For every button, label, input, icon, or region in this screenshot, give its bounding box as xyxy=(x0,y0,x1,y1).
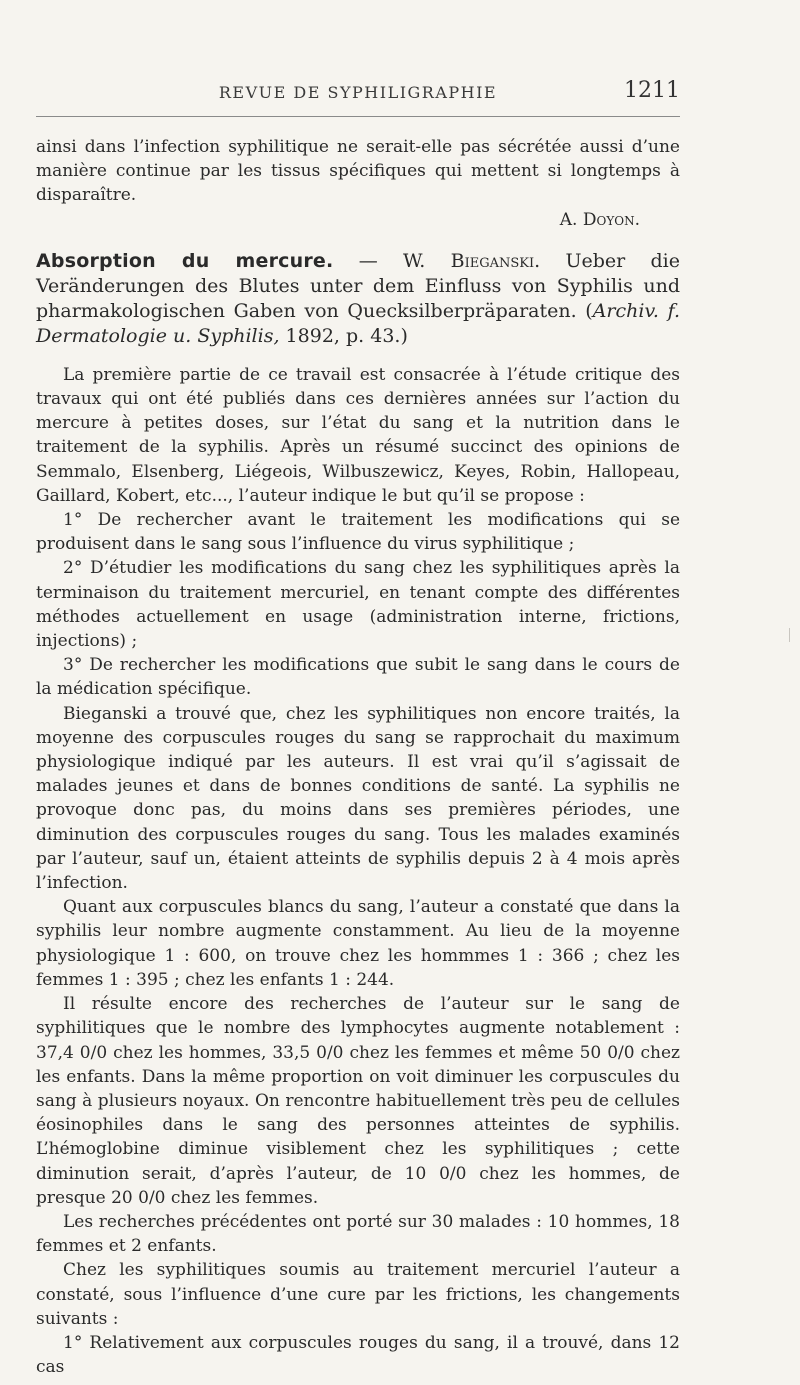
paragraph: 1° De rechercher avant le traitement les modifications qui se produisent dans le sang sous l’influence du virus syphilitique ; xyxy=(36,510,680,555)
paragraph: 1° Relativement aux corpuscules rouges du sang, il a trouvé, dans 12 cas xyxy=(36,1332,680,1378)
article-journal: Archiv. f. Dermatologie u. Syphilis, xyxy=(36,299,680,347)
intro-paragraph: ainsi dans l’infection syphilitique ne serait-elle pas sécrétée aussi d’une manière continue par les tissus spécifiques qui mettent si longtemps à disparaître. xyxy=(36,137,680,206)
paragraph: Quant aux corpuscules blancs du sang, l’auteur a constaté que dans la syphilis leur nombre augmente constamment. Au lieu de la moyenne physiologique 1 : 600, on trouve chez les hommmes 1 : 366 ; chez les femmes 1 : 395 ; chez les enfants 1 : 244. xyxy=(36,897,680,990)
paragraph: 2° D’étudier les modifications du sang chez les syphilitiques après la terminaison du traitement mercuriel, en tenant compte des différentes méthodes actuellement en usage (administration interne, frictions, injections) ; xyxy=(36,558,680,652)
article-title: Absorption du mercure. xyxy=(36,249,334,272)
page-header xyxy=(36,78,680,117)
paragraph: Bieganski a trouvé que, chez les syphilitiques non encore traités, la moyenne des corpuscules rouges du sang se rapprochait du maximum physiologique indiqué par les auteurs. Il est vrai qu’il s’agissait de malades jeunes et dans de bonnes conditions de santé. La syphilis ne provoque donc pas, du moins dans ses premières périodes, une diminution des corpuscules rouges du sang. Tous les malades examinés par l’auteur, sauf un, étaient atteints de syphilis depuis 2 à 4 mois après l’infection. xyxy=(36,703,680,894)
paragraph: La première partie de ce travail est consacrée à l’étude critique des travaux qui ont été publiés dans ces dernières années sur l’action du mercure à petites doses, sur l’état du sang et la nutrition dans le traitement de la syphilis. Après un résumé succinct des opinions de Semmalo, Elsenberg, Liégeois, Wilbuszewicz, Keyes, Robin, Hallopeau, Gaillard, Kobert, etc..., l’auteur indique le but qu’il se propose : xyxy=(36,364,680,506)
article-dash: — W. xyxy=(333,249,451,272)
margin-mark xyxy=(789,628,792,642)
paragraph: Il résulte encore des recherches de l’auteur sur le sang de syphilitiques que le nombre des lymphocytes augmente notablement : 37,4 0/0 chez les hommes, 33,5 0/0 chez les femmes et même 50 0/0 chez les enfants. Dans la même proportion on voit diminuer les corpuscules du sang à plusieurs noyaux. On rencontre habituellement très peu de cellules éosinophiles dans le sang des personnes atteintes de syphilis. L’hémoglobine diminue visiblement chez les syphilitiques ; cette diminution serait, d’après l’auteur, de 10 0/0 chez les hommes, de presque 20 0/0 chez les femmes. xyxy=(36,994,680,1208)
page xyxy=(36,78,680,1379)
signature: A. Doyon. xyxy=(559,209,640,230)
article-citation: Ueber die Veränderungen des Blutes unter dem Einfluss von Syphilis und pharmakologischen Gaben von Quecksilberpräparaten. ( xyxy=(36,249,681,322)
article-citation-end: 1892, p. 43.) xyxy=(279,324,408,347)
running-title: REVUE DE SYPHILIGRAPHIE xyxy=(218,83,498,102)
paragraph: 3° De rechercher les modifications que subit le sang dans le cours de la médication spécifique. xyxy=(36,655,680,700)
page-number: 1211 xyxy=(624,78,680,103)
paragraph: Les recherches précédentes ont porté sur 30 malades : 10 hommes, 18 femmes et 2 enfants. xyxy=(36,1211,680,1257)
paragraph: Chez les syphilitiques soumis au traitement mercuriel l’auteur a constaté, sous l’influence d’une cure par les frictions, les changements suivants : xyxy=(36,1260,680,1329)
body-text xyxy=(36,135,680,1379)
article-author: Bieganski. xyxy=(450,249,541,272)
article-heading xyxy=(36,249,680,349)
